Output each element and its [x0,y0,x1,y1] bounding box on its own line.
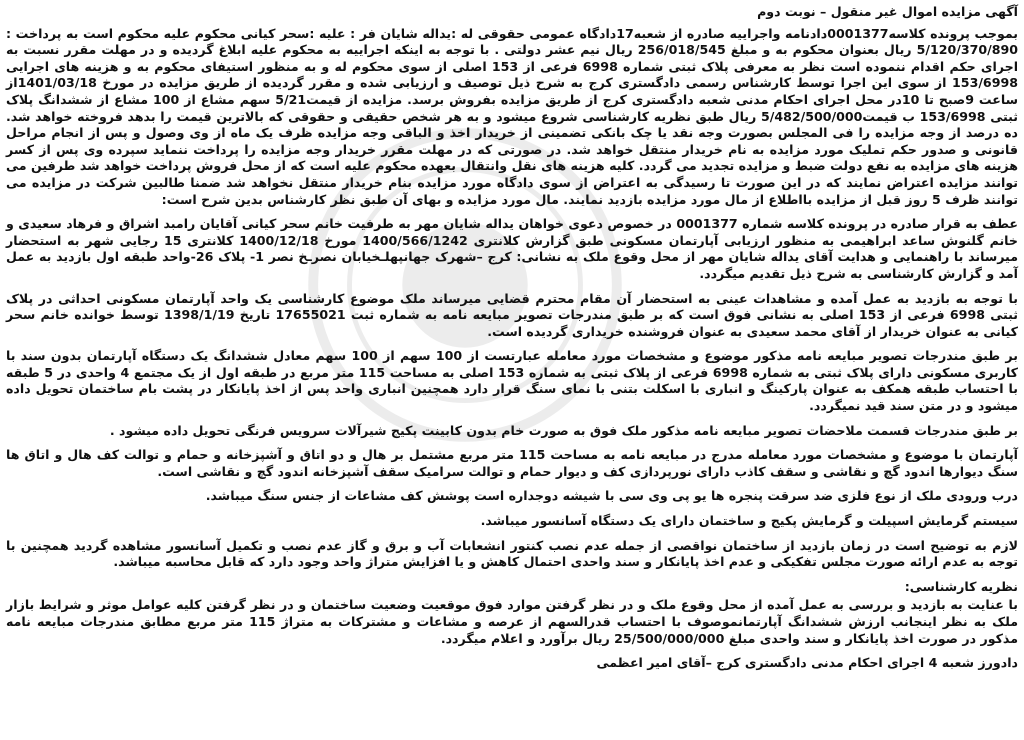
paragraph-expert-opinion: با عنایت به بازدید و بررسی به عمل آمده از محل وقوع ملک و در نظر گرفتن موارد فوق موقعیت وضعیت ساختمان و در نظر گرفتن کلیه عوامل موثر و شرایط بازار ملک به نظر اینجانب ارزش ششدانگ آپارتمانموصوف با احتساب قدرالسهم از عرصه و مشاعات و مشترکات به متراژ 115 متر مربع مطابق مندرجات مبایعه نامه مذکور در صورت اخذ پایانکار و سند واحدی مبلغ 25/500/000/000 ریال برآورد و اعلام میگردد. [6,597,1019,646]
paragraph-apartment-description: آپارتمان با موضوع و مشخصات مورد معامله مدرج در مبایعه نامه به مساحت 115 متر مربع مشتمل بر هال و دو اتاق و آشپزخانه و حمام و توالت کف هال و اتاق ها سنگ دیوارها اندود گچ و نقاشی و سقف کاذب دارای نورپردازی کف و دیوار حمام و توالت سرامیک سقف آشپزخانه اندود گچ و نقاشی است. [6,447,1018,479]
signature-line: دادورز شعبه 4 اجرای احکام مدنی دادگستری کرج –آقای امیر اعظمی [596,655,1018,671]
paragraph-entrance-door: درب ورودی ملک از نوع فلزی ضد سرقت پنجره ها یو پی وی سی با شیشه دوجداره است پوشش کف مشاعات از جنس سنگ میباشد. [205,488,1018,504]
paragraph-court-order: عطف به قرار صادره در پرونده کلاسه شماره 0001377 در خصوص دعوی خواهان یداله شایان مهر به طرفیت خانم سحر کیانی آقایان رامبد اشراق و فرهاد سعیدی و خانم گلنوش ساعد ابراهیمی به منظور ارزیابی آپارتمان مسکونی طبق گزارش کلانتری 1400/566/1242 مورخ 1400/12/18 کلانتری 15 رجایی شهر به استحضار میرساند با راهنمایی و هدایت آقای یداله شایان مهر از محل وقوع ملک به نشانی: کرج –شهرک جهانپهلـخیابان نصرـخ نصر 1- پلاک 26-واحد طبقه اول بازدید به عمل آمد و گزارش کارشناسی به شرح ذیل تقدیم میگردد. [6,216,1018,281]
paragraph-heating-system: سیستم گرمایش اسپیلت و گرمایش پکیج و ساختمان دارای یک دستگاه آسانسور میباشد. [480,513,1018,529]
paragraph-deficiencies: لازم به توضیح است در زمان بازدید از ساختمان نواقصی از جمله عدم نصب کنتور انشعابات آب و برق و گاز عدم نصب و تکمیل آسانسور مشاهده گردید همچنین با توجه به عدم ارائه صورت مجلس تفکیکی و عدم اخذ پایانکار و سند واحدی احتمال کاهش و یا افزایش متراژ واحد وجود دارد که قابل محاسبه میباشد. [6,537,1018,570]
paragraph-contract-details: بر طبق مندرجات تصویر مبایعه نامه مذکور موضوع و مشخصات مورد معامله عبارتست از 100 سهم از 100 سهم معادل ششدانگ یک دستگاه آپارتمان بدون سند با کاربری مسکونی دارای پلاک ثبتی به شماره 6998 فرعی از پلاک ثبتی به شماره 153 اصلی به مساحت 115 متر مربع در طبقه اول از یک مجتمع 4 واحدی در 5 طبقه با احتساب طبقه همکف به عنوان پارکینگ و انباری با اسکلت بتنی با نمای سنگ قرار دارد همچنین انباری واحد پس از اخذ پایانکار در پشت بام ساختمان تحویل داده میشود و در متن سند قید نمیگردد. [6,348,1018,414]
paragraph-auction-terms: بموجب پرونده کلاسه0001377دادنامه واجراییه صادره از شعبه17دادگاه عمومی حقوقی له :یداله شایان فر : علیه :سحر کیانی محکوم علیه محکوم است به پرداخت : 5/120/370/890 ریال بعنوان محکوم به و مبلغ 256/018/545 ریال نیم عشر دولتی . با توجه به اینکه اجراییه به محکوم علیه ابلاغ گردیده و در مهلت مقرر نسبت به اجرای حکم اقدام ننموده است نظر به معرفی پلاک ثبتی شماره 6998 فرعی از 153 اصلی از سوی محکوم له و به منظور استیفای محکوم به و هزینه های اجرایی 153/6998 از سوی این اجرا توسط کارشناس رسمی دادگستری کرج به شرح ذیل توصیف و ارزیابی شده و مقرر گردیده از طریق مزایده در مورخ 1401/03/18از ساعت 9صبح تا 10در محل اجرای احکام مدنی شعبه دادگستری کرج از طریق مزایده بفروش برسد. مزایده از قیمت5/21 سهم مشاع از 100 مشاع از ششدانگ پلاک ثبتی 153/6998 ب قیمت5/482/500/000 ریال طبق نظریه کارشناسی شروع میشود و به هر شخص حقیقی و حقوقی که بالاترین قیمت را بدهد فروخته خواهد شد. ده درصد از وجه مزایده را فی المجلس بصورت وجه نقد یا چک بانکی تضمینی از خریدار اخذ و الباقی وجه مزایده ظرف یک ماه از وی وصول و پس از انجام مراحل قانونی و صدور حکم تملیک مورد مزایده به نام خریدار منتقل خواهد شد. در صورتی که در مهلت مقرر خریدار وجه مزایده را پرداخت ننماید سپرده وی پس از کسر هزینه های مزایده به نفع دولت ضبط و مزایده تجدید می گردد. کلیه هزینه های نقل وانتقال بعهده محکوم علیه است که از محل فروش پرداخت خواهد شد طرفین می توانند مزایده اعتراض نمایند که در این صورت تا رسیدگی به اعتراض از سوی دادگاه مورد مزایده بنام خریدار منتقل نخواهد شد ضمنا طالبین شرکت در مزایده می توانند ظرف 5 روز قبل از مزایده بااطلاع از مال مورد مزایده بازدید نمایند. مال مورد مزایده و بهای آن طبق نظر کارشناس بدین شرح است: [6,25,1019,207]
paragraph-delivery-notes: بر طبق مندرجات قسمت ملاحضات تصویر مبایعه نامه مذکور ملک فوق به صورت خام بدون کابینت پکیج شیرآلات سرویس فرنگی تحویل داده میشود . [109,422,1018,438]
paragraph-site-visit: با توجه به بازدید به عمل آمده و مشاهدات عینی به استحضار آن مقام محترم قضایی میرساند ملک موضوع کارشناسی یک واحد آپارتمان مسکونی احداثی در پلاک ثبتی 6998 فرعی از 153 اصلی به نشانی فوق است که بر طبق مندرجات تصویر مبایعه نامه به شماره ثبت 17655021 تاریخ 1398/1/19 توسط خوانده خانم سحر کیانی به عنوان خریدار از آقای محمد سعیدی به عنوان فروشنده خریداری گردیده است. [6,290,1018,339]
notice-title: آگهی مزایده اموال غیر منقول – نوبت دوم [757,4,1018,19]
expert-opinion-heading: نظریه کارشناسی: [904,578,1018,594]
